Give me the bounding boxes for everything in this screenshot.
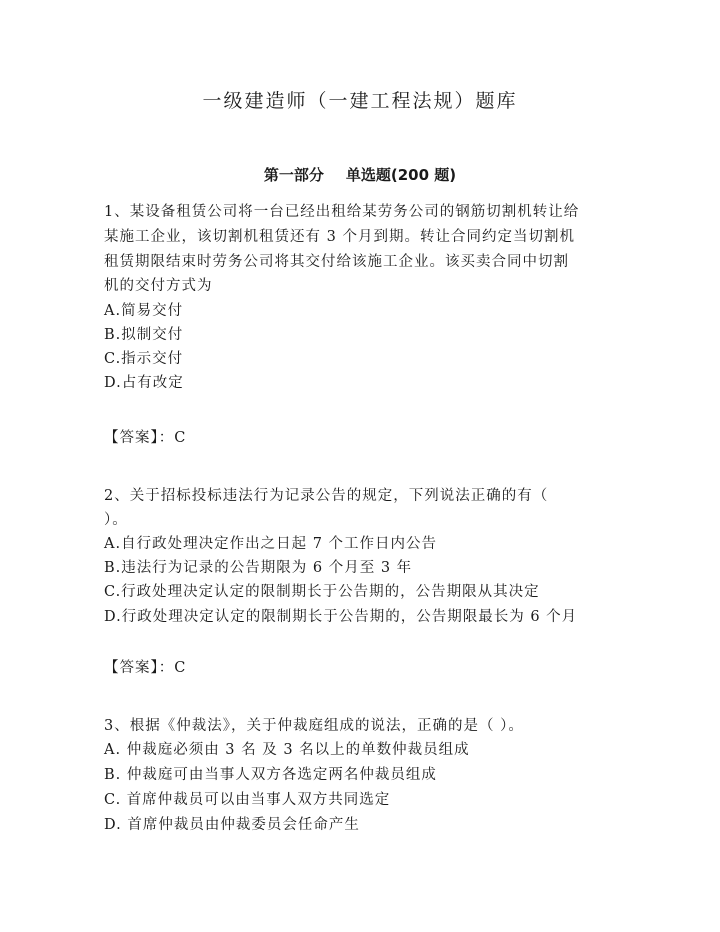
question-3-option-a: A. 仲裁庭必须由 3 名 及 3 名以上的单数仲裁员组成 [104, 742, 470, 758]
question-1-option-d: D.占有改定 [104, 375, 184, 391]
answer-value: C [174, 430, 187, 446]
question-2-option-b: B.违法行为记录的公告期限为 6 个月至 3 年 [104, 560, 413, 576]
question-2-option-d: D.行政处理决定认定的限制期长于公告期的，公告期限最长为 6 个月 [104, 609, 578, 625]
question-1-stem-line: 租赁期限结束时劳务公司将其交付给该施工企业。该买卖合同中切割 [104, 254, 569, 270]
question-3-option-b: B. 仲裁庭可由当事人双方各选定两名仲裁员组成 [104, 767, 437, 783]
section-title: 单选题(200 题) [345, 166, 457, 184]
answer-value: C [174, 660, 187, 676]
question-2-stem-line: 2、关于招标投标违法行为记录公告的规定，下列说法正确的有（ [104, 488, 549, 504]
section-label: 第一部分 [263, 166, 324, 184]
question-1-stem-line: 某施工企业，该切割机租赁还有 3 个月到期。转让合同约定当切割机 [104, 229, 575, 245]
answer-label: 【答案】： [104, 430, 175, 446]
document-title: 一级建造师（一建工程法规）题库 [202, 90, 518, 112]
question-2-stem-line: ）。 [104, 512, 128, 528]
question-3-option-c: C. 首席仲裁员可以由当事人双方共同选定 [104, 792, 391, 808]
question-3-option-d: D. 首席仲裁员由仲裁委员会任命产生 [104, 817, 360, 833]
question-2-answer [104, 656, 186, 677]
section-heading [0, 164, 720, 185]
answer-label: 【答案】： [104, 660, 175, 676]
question-3-stem-line: 3、根据《仲裁法》，关于仲裁庭组成的说法，正确的是（ ）。 [104, 718, 524, 734]
question-1-option-c: C.指示交付 [104, 351, 184, 367]
question-1-stem-line: 1、某设备租赁公司将一台已经出租给某劳务公司的钢筋切割机转让给 [104, 204, 580, 220]
question-2-option-a: A.自行政处理决定作出之日起 7 个工作日内公告 [104, 536, 438, 552]
question-1-answer [104, 426, 186, 447]
question-2-option-c: C.行政处理决定认定的限制期长于公告期的，公告期限从其决定 [104, 584, 540, 600]
question-1-option-b: B.拟制交付 [104, 327, 184, 343]
question-1-option-a: A.简易交付 [104, 303, 184, 319]
question-1-stem-line: 机的交付方式为 [104, 278, 213, 294]
